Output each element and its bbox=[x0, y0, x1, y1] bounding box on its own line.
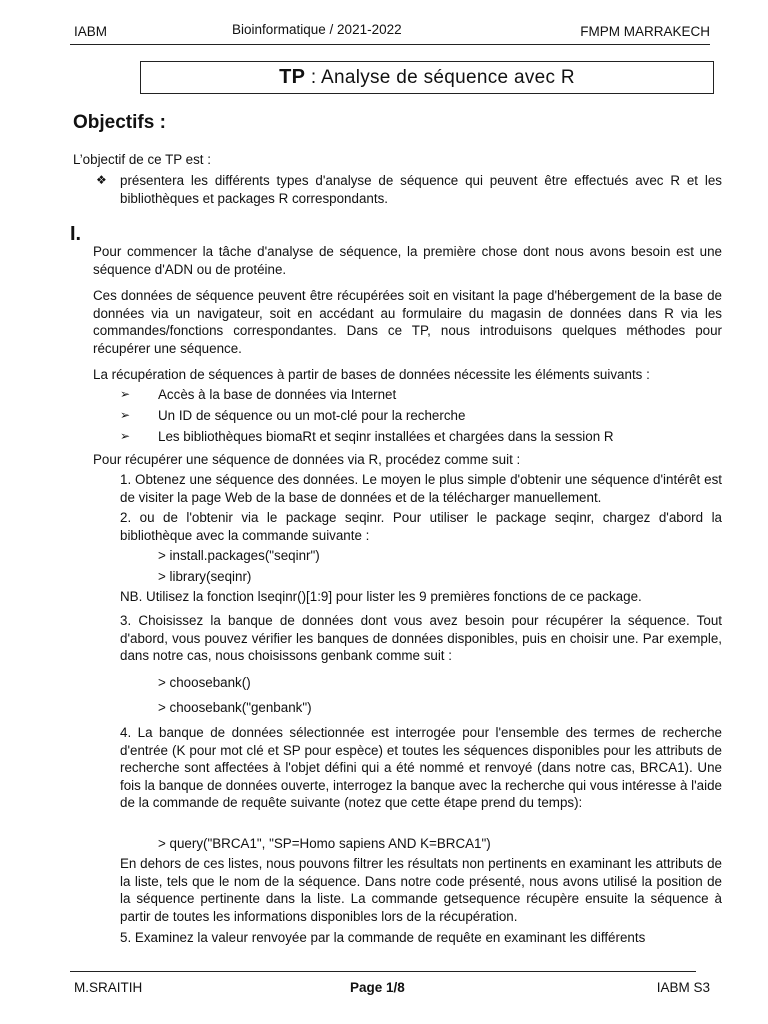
step-4: 4. La banque de données sélectionnée est interrogée pour l'ensemble des termes de recherche d'entrée (K pour mot clé et SP pour espèce) et toutes les séquences disponibles pour les attributs de recherche sont affectées à l'objet défini qui a été nommé et renvoyé (dans notre cas, BRCA1). Une fois la banque de données ouverte, interrogez la banque avec la recherche qui vous intéresse à l'aide de la commande de requête suivante (notez que cette étape prend du temps): bbox=[120, 725, 722, 810]
paragraph-4: Pour récupérer une séquence de données via R, procédez comme suit : bbox=[93, 452, 521, 467]
code-choosebank-genbank: > choosebank("genbank") bbox=[158, 700, 312, 715]
footer-left: M.SRAITIH bbox=[74, 980, 143, 995]
arrow-bullet-icon: ➢ bbox=[120, 429, 131, 443]
footer-rule bbox=[70, 971, 696, 972]
list-item: ➢ Accès à la base de données via Internet bbox=[120, 384, 614, 405]
list-item: ➢ Les bibliothèques biomaRt et seqinr installées et chargées dans la session R bbox=[120, 426, 614, 447]
code-library: > library(seqinr) bbox=[158, 569, 252, 584]
list-item: ➢ Un ID de séquence ou un mot-clé pour la recherche bbox=[120, 405, 614, 426]
diamond-bullet-icon: ❖ bbox=[96, 173, 107, 187]
objectives-bullet-text: présentera les différents types d'analyse de séquence qui peuvent être effectués avec R et les bibliothèques et packages R correspondants. bbox=[120, 173, 722, 206]
code-install-packages: > install.packages("seqinr") bbox=[158, 548, 320, 563]
code-choosebank: > choosebank() bbox=[158, 675, 251, 690]
page-title bbox=[140, 61, 714, 94]
step-1: 1. Obtenez une séquence des données. Le moyen le plus simple d'obtenir une séquence d'intérêt est de visiter la page Web de la base de données et de la télécharger manuellement. bbox=[120, 472, 722, 505]
arrow-bullet-icon: ➢ bbox=[120, 387, 131, 401]
paragraph-5: En dehors de ces listes, nous pouvons filtrer les résultats non pertinents en examinant les attributs de la liste, tels que le nom de la séquence. Dans notre code présenté, nous avons utilisé la position de la séquence pertinente dans la liste. La commande getsequence récupère ensuite la séquence à partir de toutes les informations disponibles lors de la récupération. bbox=[120, 856, 722, 924]
step-3: 3. Choisissez la banque de données dont vous avez besoin pour récupérer la séquence. Tout d'abord, vous pouvez vérifier les banques de données disponibles, puis en choisir une. Par exemple, dans notre cas, nous choisissons genbank comme suit : bbox=[120, 613, 722, 663]
header-center: Bioinformatique / 2021-2022 bbox=[232, 22, 402, 37]
step-5: 5. Examinez la valeur renvoyée par la commande de requête en examinant les différents bbox=[120, 930, 646, 945]
page-header bbox=[74, 22, 710, 42]
objectives-bullet bbox=[96, 172, 722, 207]
header-left: IABM bbox=[74, 24, 108, 39]
paragraph-1: Pour commencer la tâche d'analyse de séquence, la première chose dont nous avons besoin est une séquence d'ADN ou de protéine. bbox=[93, 244, 722, 277]
code-query: > query("BRCA1", "SP=Homo sapiens AND K=BRCA1") bbox=[158, 836, 491, 851]
footer-right: IABM S3 bbox=[656, 980, 710, 995]
title-tp: TP bbox=[279, 66, 306, 88]
paragraph-2: Ces données de séquence peuvent être récupérées soit en visitant la page d'hébergement de la base de données via un navigateur, soit en accédant au formulaire du magasin de données dans R via les commandes/fonctions correspondantes. Dans ce TP, nous introduisons quelques méthodes pour récupérer une séquence. bbox=[93, 288, 722, 356]
objectives-heading: Objectifs : bbox=[73, 112, 166, 133]
page-footer bbox=[74, 980, 710, 1000]
objectives-intro: L’objectif de ce TP est : bbox=[73, 152, 211, 167]
header-right: FMPM MARRAKECH bbox=[580, 24, 710, 39]
requirements-list bbox=[120, 384, 614, 447]
title-separator: : bbox=[310, 67, 317, 88]
page-number: Page 1/8 bbox=[350, 980, 405, 995]
section-numeral: I. bbox=[70, 223, 82, 245]
title-text: Analyse de séquence avec R bbox=[320, 67, 575, 88]
nb-note: NB. Utilisez la fonction lseqinr()[1:9] pour lister les 9 premières fonctions de ce package. bbox=[120, 589, 642, 604]
paragraph-3: La récupération de séquences à partir de bases de données nécessite les éléments suivants : bbox=[93, 367, 650, 382]
arrow-bullet-icon: ➢ bbox=[120, 408, 131, 422]
step-2: 2. ou de l'obtenir via le package seqinr. Pour utiliser le package seqinr, chargez d'abord la bibliothèque avec la commande suivante : bbox=[120, 510, 722, 543]
header-rule bbox=[70, 44, 710, 45]
